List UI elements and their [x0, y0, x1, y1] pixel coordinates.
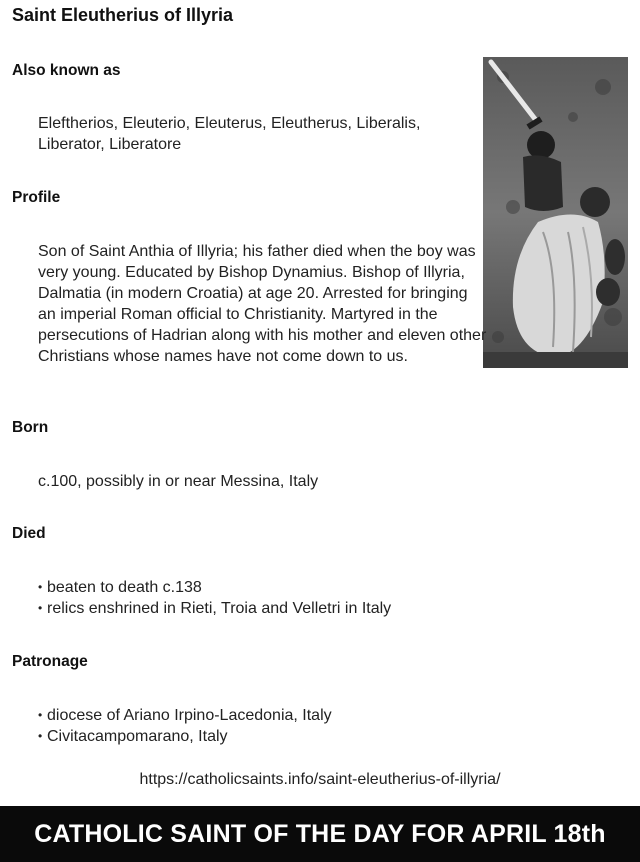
profile-heading: Profile	[12, 189, 61, 206]
list-item: • beaten to death c.138	[38, 577, 391, 598]
born-text: c.100, possibly in or near Messina, Italy	[38, 473, 319, 490]
list-item: • Civitacampomarano, Italy	[38, 726, 332, 747]
also-known-as-heading: Also known as	[12, 62, 121, 79]
born-heading: Born	[12, 419, 49, 436]
died-heading: Died	[12, 525, 46, 542]
source-link[interactable]: https://catholicsaints.info/saint-eleutherius-of-illyria/	[139, 771, 501, 788]
page-title: Saint Eleutherius of Illyria	[12, 5, 234, 25]
list-item: • diocese of Ariano Irpino-Lacedonia, Italy	[38, 705, 332, 726]
also-known-as-text: Eleftherios, Eleuterio, Eleuterus, Eleutherus, Liberalis, Liberator, Liberatore	[38, 115, 421, 153]
patronage-heading: Patronage	[12, 653, 88, 670]
list-item: • relics enshrined in Rieti, Troia and Velletri in Italy	[38, 598, 391, 619]
illustration-drawing	[483, 57, 628, 368]
saint-of-the-day-banner: CATHOLIC SAINT OF THE DAY FOR APRIL 18th	[0, 806, 640, 862]
patronage-list	[38, 705, 332, 747]
died-list	[38, 577, 391, 619]
martyrdom-illustration	[483, 57, 628, 368]
profile-text: Son of Saint Anthia of Illyria; his father died when the boy was very young. Educated by Bishop Dynamius. Bishop of Illyria, Dalmatia (in modern Croatia) at age 20. Arrested for bringing an imperial Roman official to Christianity. Martyred in the persecutions of Hadrian along with his mother and eleven other Christians whose names have not come down to us.	[38, 243, 487, 365]
